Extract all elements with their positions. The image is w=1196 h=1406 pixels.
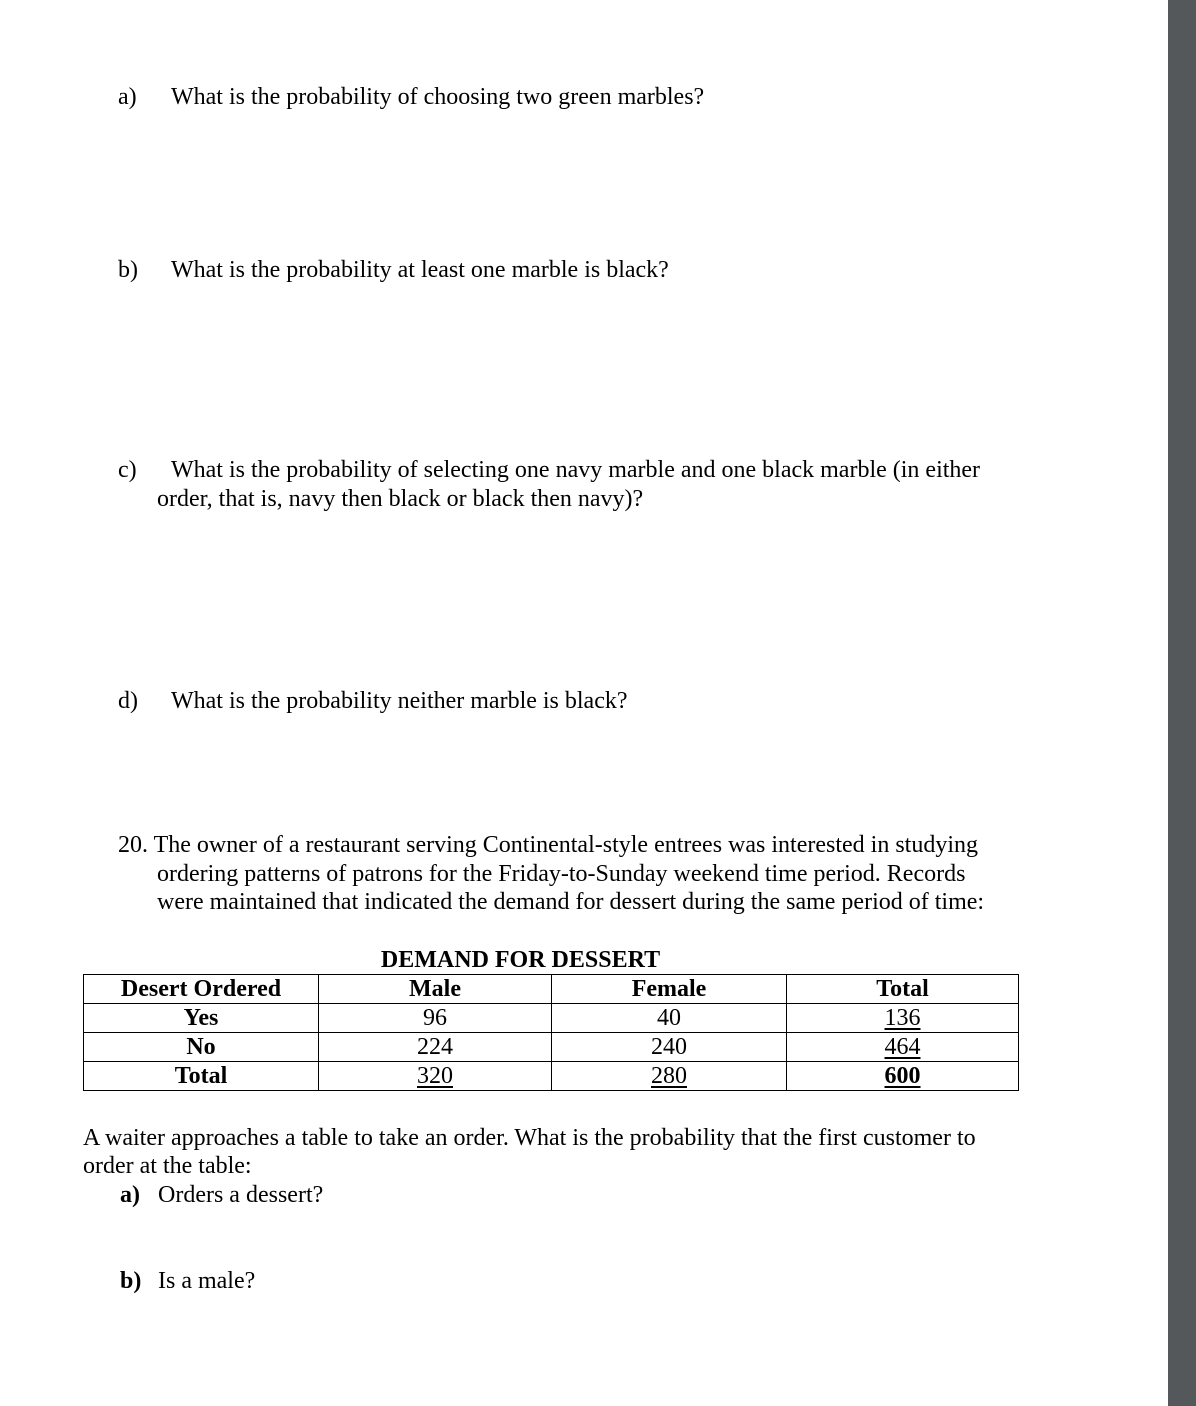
cell-no-female: 240 [552,1033,787,1062]
followup-b-label: b) [120,1268,142,1294]
row-label-no: No [84,1033,319,1062]
question-a-label: a) [118,84,137,110]
cell-total-male: 320 [319,1062,552,1091]
followup-a-text: Orders a dessert? [158,1182,324,1208]
header-total: Total [787,975,1019,1004]
followup-b-text: Is a male? [158,1268,256,1294]
row-label-yes: Yes [84,1004,319,1033]
cell-grand-total: 600 [787,1062,1019,1091]
cell-total-female: 280 [552,1062,787,1091]
followup-a-label: a) [120,1182,140,1208]
question-b-label: b) [118,257,138,283]
table-row [84,1062,1019,1091]
header-desert-ordered: Desert Ordered [84,975,319,1004]
problem-20-line2: ordering patterns of patrons for the Friday-to-Sunday weekend time period. Records [157,861,966,887]
vertical-scrollbar[interactable] [1168,0,1196,1406]
table-title: DEMAND FOR DESSERT [380,947,661,973]
dessert-demand-table [83,974,1019,1091]
table-header-row [84,975,1019,1004]
question-c-text: What is the probability of selecting one navy marble and one black marble (in either [171,457,981,483]
cell-no-male: 224 [319,1033,552,1062]
question-d-label: d) [118,688,138,714]
question-c-text-line2: order, that is, navy then black or black then navy)? [157,486,644,512]
table-row [84,1004,1019,1033]
question-d-text: What is the probability neither marble is black? [171,688,628,714]
cell-no-total: 464 [787,1033,1019,1062]
question-c-label: c) [118,457,137,483]
cell-yes-female: 40 [552,1004,787,1033]
followup-line1: A waiter approaches a table to take an order. What is the probability that the first customer to [83,1125,976,1151]
problem-20-line3: were maintained that indicated the demand for dessert during the same period of time: [157,889,985,915]
question-b-text: What is the probability at least one marble is black? [171,257,669,283]
header-male: Male [319,975,552,1004]
row-label-total: Total [84,1062,319,1091]
table-row [84,1033,1019,1062]
cell-yes-male: 96 [319,1004,552,1033]
problem-20-line1: 20. The owner of a restaurant serving Continental-style entrees was interested in studying [118,832,978,858]
followup-line2: order at the table: [83,1153,252,1179]
cell-yes-total: 136 [787,1004,1019,1033]
header-female: Female [552,975,787,1004]
question-a-text: What is the probability of choosing two green marbles? [171,84,705,110]
